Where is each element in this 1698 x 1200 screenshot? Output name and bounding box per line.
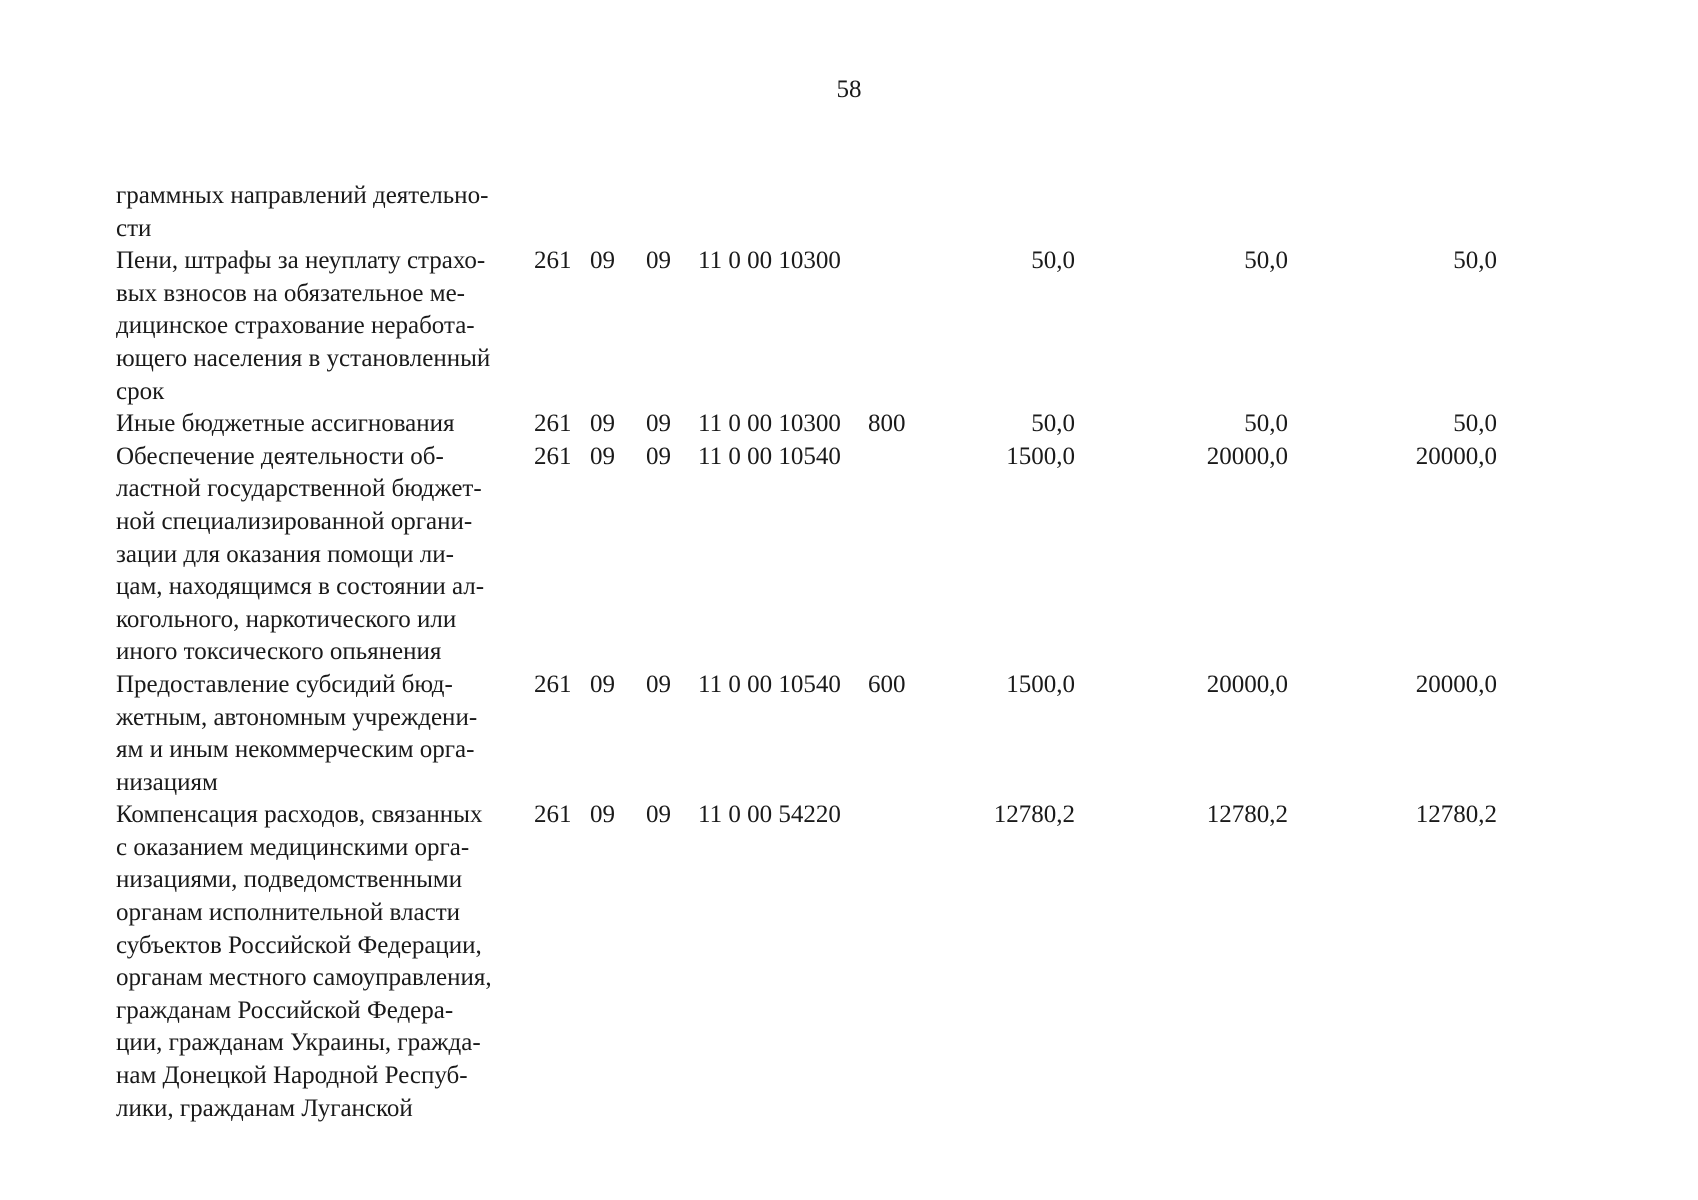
item-name-cell bbox=[116, 245, 534, 408]
subsection-code-cell: 09 bbox=[646, 670, 671, 698]
section-code-cell: 09 bbox=[590, 410, 615, 438]
amount-year3-cell: 20000,0 bbox=[1415, 670, 1497, 698]
item-name-line: дицинское страхование неработа- bbox=[116, 312, 475, 340]
item-name-line: ции, гражданам Украины, гражда- bbox=[116, 1029, 481, 1057]
expense-type-cell bbox=[868, 799, 930, 1125]
amount-year2-cell: 12780,2 bbox=[1206, 801, 1288, 829]
item-name-line: нам Донецкой Народной Респуб- bbox=[116, 1062, 468, 1090]
expense-type-cell bbox=[868, 441, 930, 669]
target-article-cell: 11 0 00 10300 bbox=[698, 247, 841, 275]
item-name-line: с оказанием медицинскими орга- bbox=[116, 833, 470, 861]
item-name-cell bbox=[116, 180, 534, 245]
amount-year3-cell: 12780,2 bbox=[1415, 801, 1497, 829]
target-article-cell: 11 0 00 10300 bbox=[698, 410, 841, 438]
section-code-cell: 09 bbox=[590, 442, 615, 470]
grbs-code-cell bbox=[534, 180, 590, 245]
item-name-cell bbox=[116, 441, 534, 669]
expense-type-cell bbox=[868, 245, 930, 408]
item-name-line: вых взносов на обязательное ме- bbox=[116, 279, 465, 307]
item-name-line: гражданам Российской Федера- bbox=[116, 996, 454, 1024]
item-name-line: цам, находящимся в состоянии ал- bbox=[116, 573, 485, 601]
amount-year3-cell: 50,0 bbox=[1453, 410, 1497, 438]
subsection-code-cell: 09 bbox=[646, 801, 671, 829]
grbs-code-cell: 261 bbox=[534, 670, 572, 698]
section-code-cell: 09 bbox=[590, 247, 615, 275]
item-name-line: органам местного самоуправления, bbox=[116, 964, 492, 992]
amount-year2-cell: 20000,0 bbox=[1206, 442, 1288, 470]
amount-year1-cell: 1500,0 bbox=[1006, 442, 1075, 470]
table-row bbox=[116, 180, 1497, 245]
item-name-line: Предоставление субсидий бюд- bbox=[116, 670, 453, 698]
table-row bbox=[116, 245, 1497, 408]
item-name-line: низациями, подведомственными bbox=[116, 866, 463, 894]
budget-table-body bbox=[116, 180, 1497, 1125]
item-name-line: ющего населения в установленный bbox=[116, 344, 491, 372]
item-name-line: граммных направлений деятельно- bbox=[116, 182, 489, 209]
subsection-code-cell: 09 bbox=[646, 247, 671, 275]
item-name-cell bbox=[116, 408, 534, 441]
item-name-line: зации для оказания помощи ли- bbox=[116, 540, 454, 568]
item-name-line: Компенсация расходов, связанных bbox=[116, 801, 483, 829]
amount-year2-cell: 20000,0 bbox=[1206, 670, 1288, 698]
item-name-cell bbox=[116, 799, 534, 1125]
target-article-cell: 11 0 00 54220 bbox=[698, 801, 841, 829]
table-row bbox=[116, 799, 1497, 1125]
expense-type-cell bbox=[868, 180, 930, 245]
item-name-line: сти bbox=[116, 214, 152, 242]
expense-type-cell: 600 bbox=[868, 670, 906, 698]
budget-table bbox=[116, 180, 1497, 1125]
section-code-cell: 09 bbox=[590, 670, 615, 698]
amount-year1-cell: 50,0 bbox=[1031, 247, 1075, 275]
item-name-line: Пени, штрафы за неуплату страхо- bbox=[116, 247, 486, 275]
section-code-cell: 09 bbox=[590, 801, 615, 829]
expense-type-cell: 800 bbox=[868, 410, 906, 438]
amount-year2-cell: 50,0 bbox=[1244, 247, 1288, 275]
target-article-cell: 11 0 00 10540 bbox=[698, 442, 841, 470]
item-name-line: субъектов Российской Федерации, bbox=[116, 931, 482, 959]
item-name-line: ластной государственной бюджет- bbox=[116, 475, 482, 503]
item-name-line: Обеспечение деятельности об- bbox=[116, 442, 444, 470]
item-name-line: низациям bbox=[116, 768, 218, 796]
item-name-line: Иные бюджетные ассигнования bbox=[116, 410, 455, 438]
amount-year1-cell: 12780,2 bbox=[993, 801, 1075, 829]
subsection-code-cell: 09 bbox=[646, 410, 671, 438]
item-name-line: жетным, автономным учреждени- bbox=[116, 703, 478, 731]
section-code-cell bbox=[590, 180, 646, 245]
item-name-line: органам исполнительной власти bbox=[116, 899, 461, 927]
item-name-line: срок bbox=[116, 377, 165, 405]
amount-year3-cell: 20000,0 bbox=[1415, 442, 1497, 470]
amount-year1-cell: 50,0 bbox=[1031, 410, 1075, 438]
item-name-line: ям и иным некоммерческим орга- bbox=[116, 736, 475, 764]
grbs-code-cell: 261 bbox=[534, 801, 572, 829]
item-name-line: лики, гражданам Луганской bbox=[116, 1094, 413, 1122]
item-name-line: ной специализированной органи- bbox=[116, 507, 473, 535]
item-name-line: когольного, наркотического или bbox=[116, 605, 457, 633]
subsection-code-cell: 09 bbox=[646, 442, 671, 470]
table-row bbox=[116, 441, 1497, 669]
item-name-cell bbox=[116, 669, 534, 799]
target-article-cell: 11 0 00 10540 bbox=[698, 670, 841, 698]
amount-year3-cell bbox=[1288, 180, 1497, 245]
amount-year2-cell: 50,0 bbox=[1244, 410, 1288, 438]
amount-year2-cell bbox=[1075, 180, 1288, 245]
grbs-code-cell: 261 bbox=[534, 410, 572, 438]
amount-year1-cell: 1500,0 bbox=[1006, 670, 1075, 698]
grbs-code-cell: 261 bbox=[534, 442, 572, 470]
table-row bbox=[116, 669, 1497, 799]
target-article-cell bbox=[698, 180, 868, 245]
amount-year3-cell: 50,0 bbox=[1453, 247, 1497, 275]
grbs-code-cell: 261 bbox=[534, 247, 572, 275]
page-number: 58 bbox=[836, 76, 862, 103]
item-name-line: иного токсического опьянения bbox=[116, 638, 442, 666]
amount-year1-cell bbox=[930, 180, 1075, 245]
table-row bbox=[116, 408, 1497, 441]
subsection-code-cell bbox=[646, 180, 698, 245]
